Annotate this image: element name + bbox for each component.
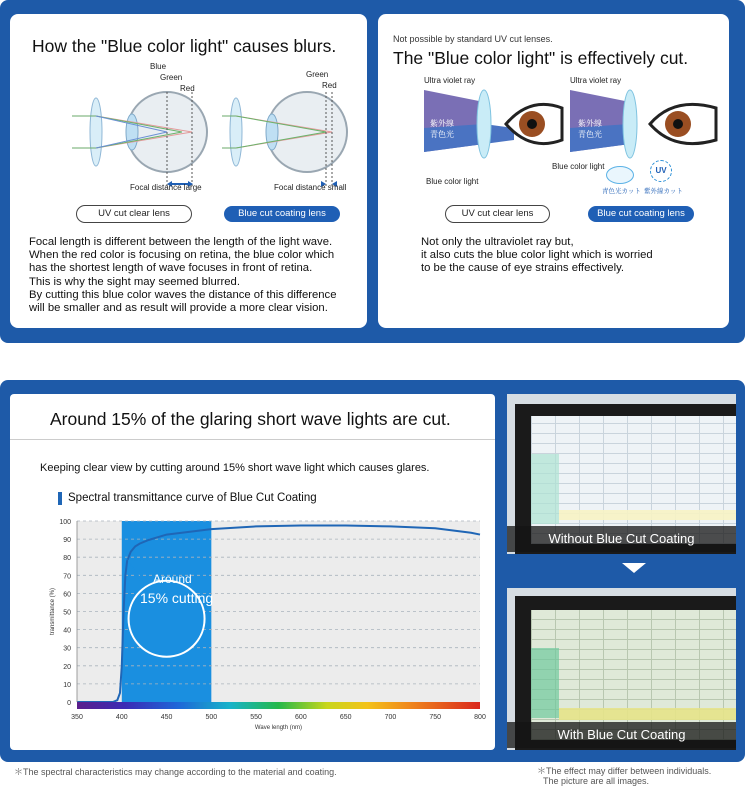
label-focal-large: Focal distance large: [130, 183, 202, 192]
y-tick-label: 20: [63, 663, 71, 671]
screenshot-with: [507, 588, 736, 750]
blue-cut-badge-icon: [606, 166, 634, 184]
y-tick-label: 40: [63, 627, 71, 635]
panel-subtitle: Not possible by standard UV cut lenses.: [393, 34, 553, 44]
footnote-spectral: ＊The spectral characteristics may change according to the material and coating.: [14, 767, 337, 777]
x-tick-label: 450: [160, 714, 173, 721]
spreadsheet-image: [531, 416, 736, 544]
x-tick-label: 750: [429, 714, 442, 721]
spectrum-bar: [77, 702, 480, 709]
y-tick-label: 90: [63, 537, 71, 545]
label-focal-small: Focal distance small: [274, 183, 347, 192]
jp-blue-label-right: 青色光: [578, 130, 602, 139]
y-tick-label: 80: [63, 555, 71, 563]
bottom-intro: Keeping clear view by cutting around 15% short wave light which causes glares.: [40, 462, 430, 474]
transmittance-chart: [10, 394, 495, 750]
text-line: This is why the sight may seemed blurred.: [29, 275, 240, 288]
x-tick-label: 650: [339, 714, 352, 721]
x-tick-label: 400: [115, 714, 128, 721]
panel-blue-light-cut: [378, 14, 729, 328]
y-tick-label: 0: [67, 700, 71, 707]
callout-line-1: Around: [153, 572, 192, 586]
x-tick-label: 800: [474, 714, 486, 721]
text-line: Not only the ultraviolet ray but,: [421, 236, 574, 248]
label-blue-light-right: Blue color light: [552, 162, 605, 171]
footnote-effect: ＊The effect may differ between individuals.: [537, 766, 712, 776]
label-green-2: Green: [306, 70, 329, 79]
y-tick-label: 60: [63, 591, 71, 599]
text-line: Focal length is different between the length of the light wave.: [29, 236, 333, 248]
text-line: By cutting this blue color waves the distance of this difference: [29, 288, 337, 301]
caption-without: Without Blue Cut Coating: [507, 526, 736, 552]
bottom-title: Around 15% of the glaring short wave lights are cut.: [50, 409, 451, 429]
caption-with: With Blue Cut Coating: [507, 722, 736, 748]
spreadsheet-highlight: [531, 454, 559, 524]
chart-heading: Spectral transmittance curve of Blue Cut Coating: [68, 492, 317, 504]
blur-explanation-text: [29, 236, 365, 315]
label-red: Red: [180, 84, 195, 93]
eye-diagram-blue-cut-lens: [222, 76, 362, 198]
pill-uv-cut-clear-lens: UV cut clear lens: [76, 205, 192, 223]
spreadsheet-yellow-row: [559, 510, 736, 520]
pill-blue-cut-coating-lens: Blue cut coating lens: [224, 206, 340, 222]
label-green: Green: [160, 73, 183, 82]
x-tick-label: 350: [71, 714, 83, 721]
pill-uv-cut-clear-lens: UV cut clear lens: [445, 205, 550, 223]
spreadsheet-yellow-row: [559, 708, 736, 720]
panel-blur-explanation: [10, 14, 367, 328]
jp-uv-label-left: 紫外線: [430, 119, 454, 128]
y-tick-label: 70: [63, 573, 71, 581]
screenshot-without: [507, 394, 736, 554]
callout-line-2: 15% cutting: [140, 590, 214, 606]
spreadsheet-image: [531, 610, 736, 740]
y-tick-label: 10: [63, 681, 71, 689]
label-uv-ray-left: Ultra violet ray: [424, 76, 476, 85]
text-line: has the shortest length of wave focuses in front of retina.: [29, 262, 313, 275]
y-tick-label: 50: [63, 609, 71, 617]
y-axis-label: transmittance (%): [50, 587, 56, 636]
uv-badge-icon: UV: [650, 160, 672, 182]
panel-title: The "Blue color light" is effectively cut.: [393, 48, 689, 68]
pill-blue-cut-coating-lens: Blue cut coating lens: [588, 206, 694, 222]
x-tick-label: 550: [250, 714, 262, 721]
label-blue-light-left: Blue color light: [426, 177, 479, 186]
badge-uv-cut-text: 紫外線カット: [644, 188, 683, 195]
footnote-images: The picture are all images.: [543, 776, 650, 786]
label-uv-ray-right: Ultra violet ray: [570, 76, 622, 85]
eye-diagram-uv-lens: [72, 76, 212, 198]
panel-transmittance: [10, 394, 495, 750]
badge-blue-cut-text: 青色光カット: [602, 188, 641, 195]
spreadsheet-highlight: [531, 648, 559, 718]
text-line: will be smaller and as result will provide a more clear vision.: [29, 302, 328, 315]
jp-blue-label-left: 青色光: [430, 130, 454, 139]
label-blue: Blue: [150, 62, 167, 71]
x-axis-label: Wave length (nm): [254, 725, 303, 731]
text-line: When the red color is focusing on retina, the blue color which: [29, 249, 335, 262]
x-tick-label: 600: [295, 714, 307, 721]
label-red-2: Red: [322, 81, 337, 90]
arrow-down-icon: [622, 563, 646, 573]
jp-uv-label-right: 紫外線: [578, 119, 602, 128]
y-tick-label: 30: [63, 645, 71, 653]
blue-light-cut-text: [421, 236, 726, 276]
y-tick-label: 100: [59, 519, 71, 526]
panel-title: How the "Blue color light" causes blurs.: [32, 36, 337, 56]
text-line: it also cuts the blue color light which is worried: [421, 249, 653, 262]
x-tick-label: 700: [384, 714, 397, 721]
x-tick-label: 500: [205, 714, 218, 721]
text-line: to be the cause of eye strains effectively.: [421, 262, 625, 275]
